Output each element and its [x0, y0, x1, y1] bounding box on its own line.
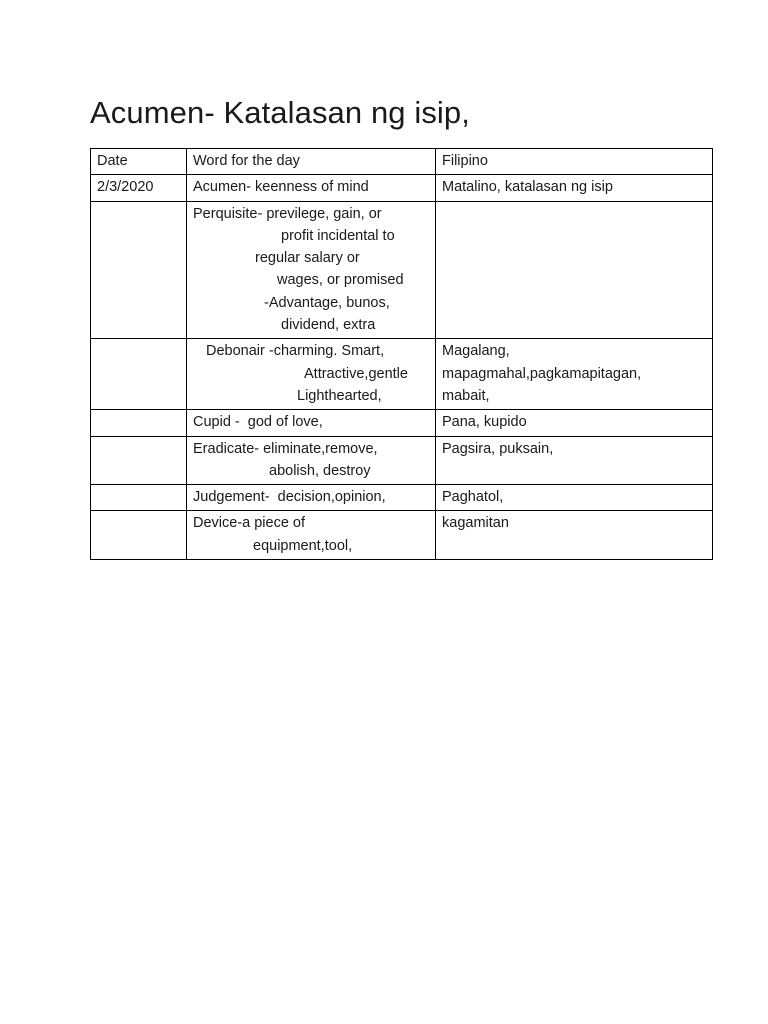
filipino-cell	[436, 511, 713, 560]
filipino-cell	[436, 436, 713, 485]
word-line: regular salary or	[255, 250, 360, 267]
word-line: abolish, destroy	[269, 462, 371, 479]
word-cell	[187, 485, 436, 511]
filipino-line: mabait,	[442, 387, 490, 404]
word-line: Cupid - god of love,	[193, 414, 323, 431]
date-cell	[91, 201, 187, 339]
filipino-line: Matalino, katalasan ng isip	[442, 179, 613, 196]
date-cell	[91, 485, 187, 511]
word-cell	[187, 511, 436, 560]
word-line: Acumen- keenness of mind	[193, 179, 369, 196]
word-line: equipment,tool,	[253, 537, 353, 554]
filipino-line: mapagmahal,pagkamapitagan,	[442, 365, 642, 382]
filipino-cell	[436, 485, 713, 511]
date-cell	[91, 410, 187, 436]
word-line: profit incidental to	[281, 227, 395, 244]
word-line: Perquisite- previlege, gain, or	[193, 205, 382, 222]
header-filipino: Filipino	[436, 149, 713, 175]
word-line: dividend, extra	[281, 317, 376, 334]
word-line: Attractive,gentle	[304, 365, 408, 382]
header-word-for-the-day: Word for the day	[187, 149, 436, 175]
word-cell	[187, 339, 436, 410]
table-row	[91, 410, 713, 436]
header-date: Date	[91, 149, 187, 175]
filipino-line: Pagsira, puksain,	[442, 440, 554, 457]
word-line: Debonair -charming. Smart,	[206, 343, 385, 360]
word-cell	[187, 436, 436, 485]
filipino-line: Paghatol,	[442, 489, 504, 506]
word-line: Judgement- decision,opinion,	[193, 489, 386, 506]
filipino-cell	[436, 410, 713, 436]
word-cell	[187, 175, 436, 201]
filipino-cell	[436, 201, 713, 339]
word-line: Lighthearted,	[297, 387, 382, 404]
table-row	[91, 436, 713, 485]
filipino-line: kagamitan	[442, 515, 509, 532]
table-row	[91, 485, 713, 511]
date-cell: 2/3/2020	[91, 175, 187, 201]
date-cell	[91, 339, 187, 410]
word-line: wages, or promised	[277, 272, 404, 289]
word-line: -Advantage, bunos,	[264, 294, 390, 311]
filipino-line: Pana, kupido	[442, 414, 527, 431]
table-row	[91, 175, 713, 201]
table-row	[91, 201, 713, 339]
filipino-cell	[436, 175, 713, 201]
word-line: Device-a piece of	[193, 515, 306, 532]
table-row	[91, 511, 713, 560]
date-cell	[91, 436, 187, 485]
word-line: Eradicate- eliminate,remove,	[193, 440, 378, 457]
vocabulary-table	[90, 148, 713, 560]
table-header-row	[91, 149, 713, 175]
page-title: Acumen- Katalasan ng isip,	[90, 95, 470, 130]
table-row	[91, 339, 713, 410]
word-cell	[187, 410, 436, 436]
date-cell	[91, 511, 187, 560]
filipino-line: Magalang,	[442, 343, 510, 360]
word-cell	[187, 201, 436, 339]
filipino-cell	[436, 339, 713, 410]
